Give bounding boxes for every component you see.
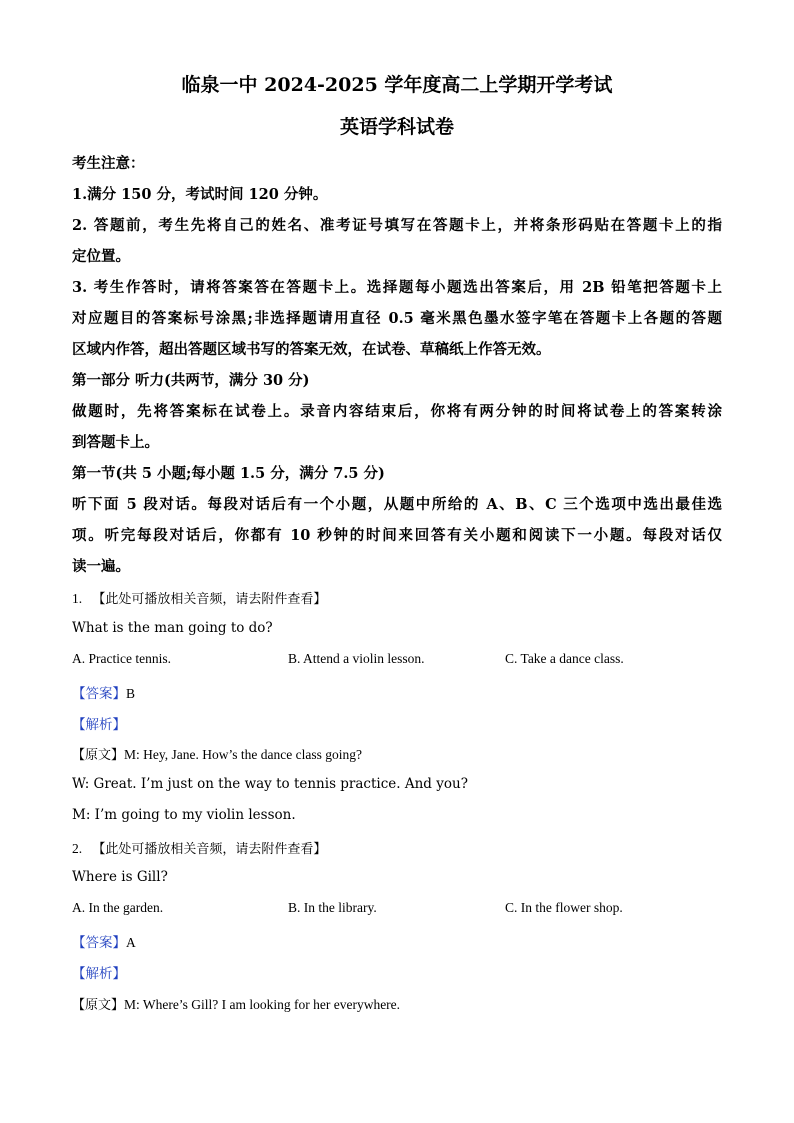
- part1-heading: 第一部分 听力(共两节，满分 30 分): [72, 372, 310, 389]
- audio-placeholder: 【此处可播放相关音频，请去附件查看】: [92, 592, 327, 607]
- question-2-option-c: C. In the flower shop.: [505, 900, 623, 915]
- question-2-number: 2.: [72, 841, 83, 856]
- question-1-audio: [72, 588, 326, 607]
- question-1-transcript-line-2: W: Great. I’m just on the way to tennis practice. And you?: [72, 776, 468, 792]
- original-label: 【原文】: [72, 748, 125, 763]
- question-2-analysis: [72, 962, 126, 982]
- notice-item-3-line-3: 区域内作答，超出答题区域书写的答案无效，在试卷、草稿纸上作答无效。: [72, 341, 551, 358]
- section1-heading: 第一节(共 5 小题;每小题 1.5 分，满分 7.5 分): [72, 465, 385, 482]
- audio-placeholder: 【此处可播放相关音频，请去附件查看】: [92, 842, 327, 857]
- question-1-analysis: [72, 713, 126, 733]
- analysis-label: 【解析】: [72, 717, 126, 733]
- exam-title: 临泉一中 2024-2025 学年度高二上学期开学考试: [181, 74, 613, 96]
- notice-heading: 考生注意：: [72, 155, 145, 172]
- answer-label: 【答案】: [72, 686, 126, 702]
- question-1-number: 1.: [72, 591, 83, 606]
- question-1-option-b: B. Attend a violin lesson.: [288, 651, 425, 666]
- question-1-transcript-line-1: [72, 744, 362, 763]
- question-1-option-c: C. Take a dance class.: [505, 651, 624, 666]
- notice-item-2-line-1: 2. 答题前，考生先将自己的姓名、准考证号填写在答题卡上，并将条形码贴在答题卡上的指: [72, 217, 722, 234]
- notice-item-2-line-2: 定位置。: [72, 248, 130, 265]
- question-2-answer: [72, 931, 136, 951]
- answer-label: 【答案】: [72, 935, 126, 951]
- question-2-option-a: A. In the garden.: [72, 900, 164, 915]
- question-1-stem: What is the man going to do?: [72, 620, 273, 636]
- part1-instructions-line-2: 到答题卡上。: [72, 434, 159, 451]
- transcript-text: M: Where’s Gill? I am looking for her everywhere.: [124, 997, 401, 1012]
- answer-value: A: [126, 935, 136, 950]
- section1-instructions-line-2: 项。听完每段对话后，你都有 10 秒钟的时间来回答有关小题和阅读下一小题。每段对话仅: [72, 527, 722, 544]
- question-2-option-b: B. In the library.: [288, 900, 377, 915]
- notice-item-3-line-2: 对应题目的答案标号涂黑;非选择题请用直径 0.5 毫米黑色墨水签字笔在答题卡上各题的答题: [72, 310, 722, 327]
- answer-value: B: [126, 686, 136, 701]
- analysis-label: 【解析】: [72, 966, 126, 982]
- original-label: 【原文】: [72, 998, 125, 1013]
- section1-instructions-line-1: 听下面 5 段对话。每段对话后有一个小题，从题中所给的 A、B、C 三个选项中选出最佳选: [72, 496, 722, 513]
- notice-item-3-line-1: 3. 考生作答时，请将答案答在答题卡上。选择题每小题选出答案后，用 2B 铅笔把答题卡上: [72, 279, 722, 296]
- exam-subtitle: 英语学科试卷: [339, 116, 454, 138]
- question-1-transcript-line-3: M: I’m going to my violin lesson.: [72, 807, 296, 823]
- section1-instructions-line-3: 读一遍。: [72, 558, 130, 575]
- transcript-text: M: Hey, Jane. How’s the dance class going?: [124, 747, 362, 762]
- part1-instructions-line-1: 做题时，先将答案标在试卷上。录音内容结束后，你将有两分钟的时间将试卷上的答案转涂: [72, 403, 722, 420]
- question-2-audio: [72, 838, 326, 857]
- notice-item-1: 1.满分 150 分，考试时间 120 分钟。: [72, 186, 328, 203]
- question-1-option-a: A. Practice tennis.: [72, 651, 171, 666]
- question-2-stem: Where is Gill?: [72, 869, 168, 885]
- question-1-answer: [72, 682, 135, 702]
- question-2-transcript-line-1: [72, 994, 400, 1013]
